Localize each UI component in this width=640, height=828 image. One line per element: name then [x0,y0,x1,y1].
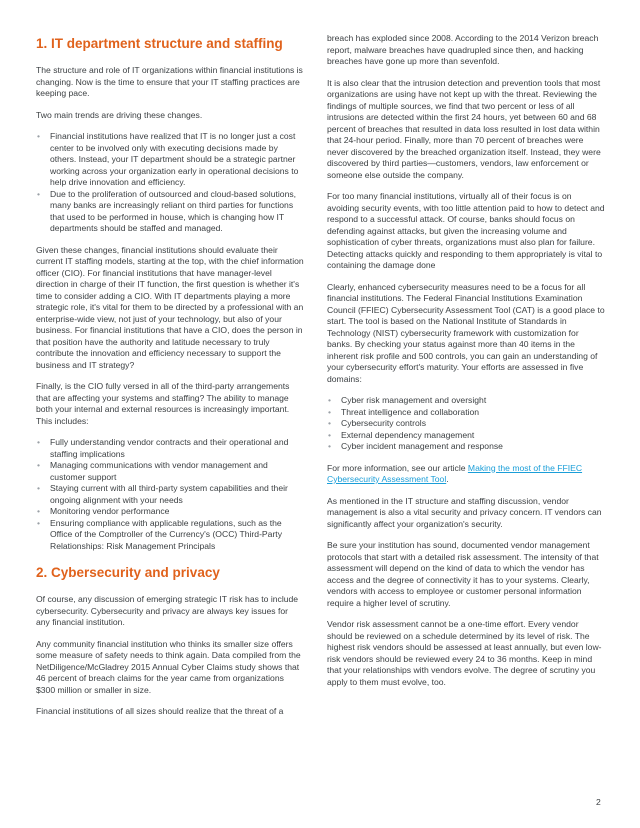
intrusion-paragraph: It is also clear that the intrusion detection and prevention tools that most organizations are using have not kept up with the threat. Reviewing the findings of multiple sources, we find that two percent or less of all intrusions are detected within the first 24 hours, yet between 60 and 68 percent of breaches that resulted in data loss resulted in lost data within that 24-hour period. Finally, more than 70 percent of breaches were never discovered by the breached organization itself. Instead, they were discovered by third parties—customers, vendors, law enforcement or someone else outside the company. [327,77,601,180]
more-info-prefix: For more information, see our article [327,462,468,473]
page-number: 2 [596,797,601,807]
list-item: • Fully understanding vendor contracts and their operational and staffing implications [36,437,304,460]
more-info-paragraph [327,463,605,486]
list-item: • Ensuring compliance with applicable regulations, such as the Office of the Comptroller of the Currency's (OCC) Third-Party Relationships: Risk Management Principals [36,518,304,553]
list-item: • Cybersecurity controls [327,418,605,430]
section2-intro: Of course, any discussion of emerging strategic IT risk has to include cybersecurity. Cybersecurity and privacy are always key issues for any financial institution. [36,594,299,627]
list-item: • Managing communications with vendor management and customer support [36,460,304,483]
ffiec-paragraph: Clearly, enhanced cybersecurity measures need to be a focus for all financial institutions. The Federal Financial Institutions Examination Council (FFIEC) Cybersecurity Assessment Tool (CAT) is a good place to start. The tool is based on the National Institute of Standards in Technology (NIST) cybersecurity framework with customization for banks. By checking your status against more than 40 items in the inherent risk profile and 500 controls, you can gain an understanding of your cybersecurity effort's maturity. Your efforts are assessed in five domains: [327,281,605,384]
list-item: • Monitoring vendor performance [36,506,304,518]
more-info-suffix: . [446,474,449,484]
trends-list [36,131,304,235]
ffiec-article-link[interactable]: Making the most of the FFIEC Cybersecurity Assessment Tool [327,462,583,484]
section1-heading: 1. IT department structure and staffing [36,36,283,51]
section1-cio-paragraph: Given these changes, financial institutions should evaluate their current IT staffing models, starting at the top, with the chief information officer (CIO). For financial institutions that have manager-level direction in charge of their IT function, the first question is whether it's time to consider adding a CIO. With IT departments playing a more strategic role, it's vital for them to be directed by a professional with an enterprise-wide view, not just of your technology, but also of your business. For financial institutions that have a CIO, does the person in that position have the authority and latitude necessary to truly contribute the innovation and efficiency necessary to support the business and IT strategy? [36,244,304,370]
section2-threat-paragraph: Financial institutions of all sizes should realize that the threat of a [36,706,284,716]
vendor-protocols-paragraph: Be sure your institution has sound, documented vendor management protocols that start with a detailed risk assessment. The intensity of that assessment will depend on the kind of data to which the vendor has access and the degree of connectivity it has to your systems. Clearly, vendors with access to employee or customer personal information require a higher level of scrutiny. [327,540,599,608]
section1-third-party-paragraph: Finally, is the CIO fully versed in all of the third-party arrangements that are affecting your systems and staffing? The ability to manage both your internal and external resources is increasingly important. This includes: [36,381,290,426]
list-item: • Financial institutions have realized that IT is no longer just a cost center to be involved only with executing decisions made by others. Instead, your IT department should be a strategic partner working across your organization early in operational decisions to help drive innovation and efficiency. [36,131,304,189]
section2-size-paragraph: Any community financial institution who thinks its smaller size offers some measure of safety needs to think again. Data compiled from the NetDiligence/McGladrey 2015 Annual Cyber Claims study shows that 46 percent of breach claims for the year came from organizations $300 million or smaller in size. [36,638,301,695]
list-item: • Staying current with all third-party system capabilities and their ongoing alignment with your needs [36,483,304,506]
list-item: • External dependency management [327,430,605,442]
section1-trends-lead: Two main trends are driving these changes. [36,109,203,120]
right-column [327,0,605,688]
list-item: • Cyber incident management and response [327,441,605,453]
list-item: • Threat intelligence and collaboration [327,407,605,419]
includes-list [36,437,304,552]
focus-paragraph: For too many financial institutions, virtually all of their focus is on avoiding security events, with too little attention paid to how to detect and respond to a successful attack. Of course, banks should focus on defending against attacks, but given the increasing volume and sophistication of cyber threats, organizations must also plan for failure. Detecting attacks quickly and responding to them appropriately is vital to containing the damage done [327,191,605,270]
vendor-management-paragraph: As mentioned in the IT structure and staffing discussion, vendor management is also a vital security and privacy concern. IT vendors can significantly affect your organization's security. [327,495,602,529]
domains-list [327,395,605,453]
vendor-assessment-paragraph: Vendor risk assessment cannot be a one-time effort. Every vendor should be reviewed on a schedule determined by its level of risk. The highest risk vendors should be assessed at least annually, but even low-risk vendors should be reviewed every 24 to 36 months. Keep in mind that your relationships with vendors evolve. The degree of scrutiny you apply to them must evolve, too. [327,619,602,687]
list-item: • Due to the proliferation of outsourced and cloud-based solutions, many banks are increasingly reliant on third parties for functions that used to be performed in house, which is changing how IT departments should be staffed and managed. [36,189,304,235]
list-item: • Cyber risk management and oversight [327,395,605,407]
left-column [36,0,304,718]
section2-heading: 2. Cybersecurity and privacy [36,565,220,580]
breach-paragraph: breach has exploded since 2008. According to the 2014 Verizon breach report, malware breaches have quadrupled since then, and hacking breaches have gone up more than sevenfold. [327,33,599,66]
section1-intro: The structure and role of IT organizations within financial institutions is changing. Now is the time to ensure that your IT staffing practices are keeping pace. [36,65,303,98]
